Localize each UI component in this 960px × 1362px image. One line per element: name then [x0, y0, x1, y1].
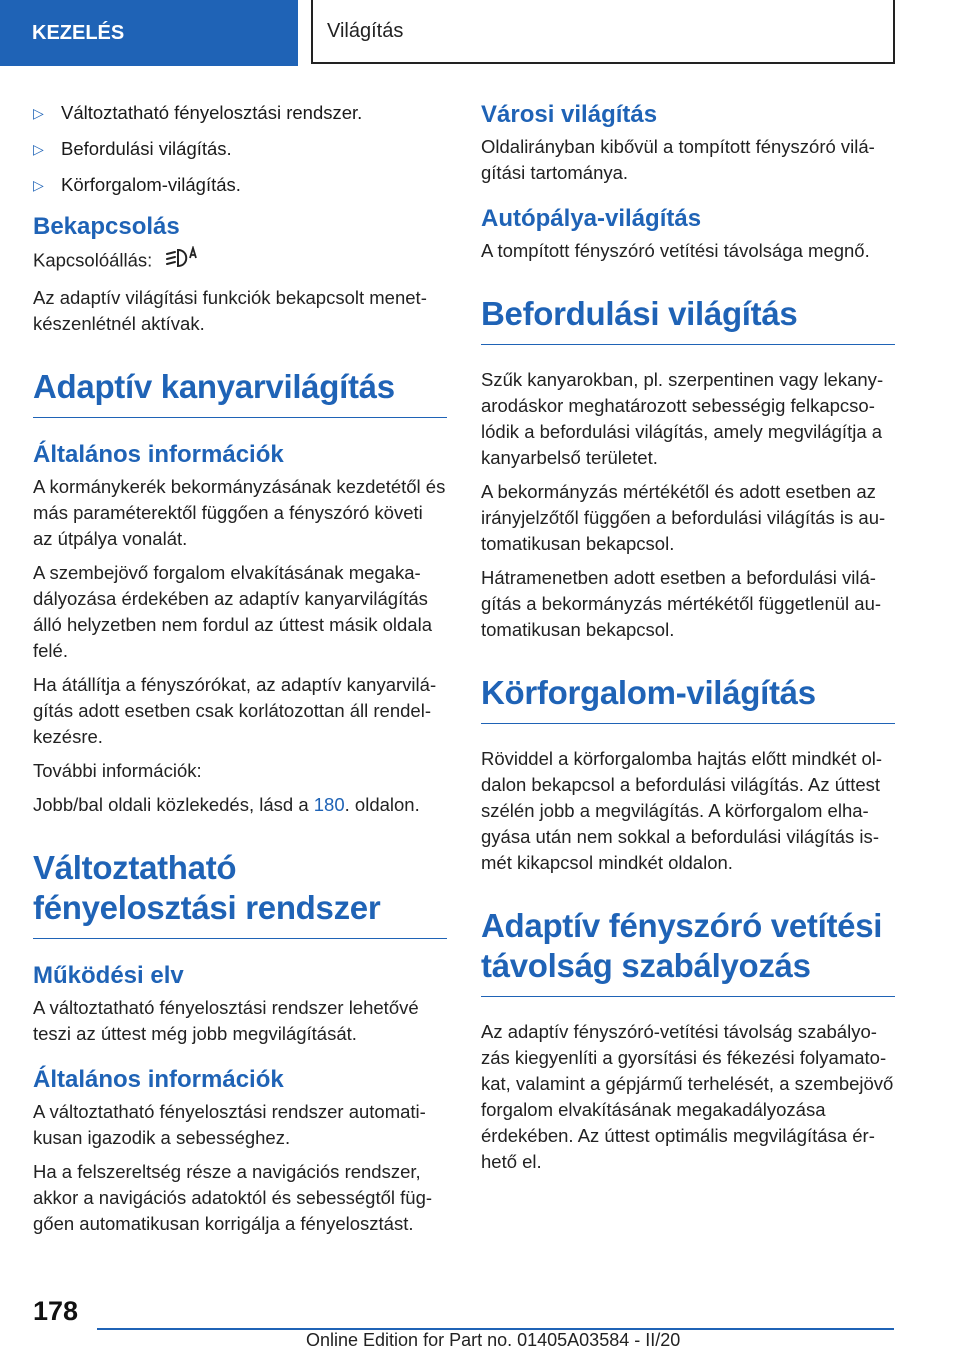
footer-edition-text: Online Edition for Part no. 01405A03584 - II/20 [306, 1330, 681, 1350]
bekapcsolas-heading: Bekapcsolás [33, 213, 180, 240]
tavolsag-szabalyozas-heading: Adaptív fényszóró vetítési távolság szabályozás [481, 906, 895, 997]
autopalya-vilagitas-heading: Autópálya-világítás [481, 205, 702, 232]
more-info-label: További információk: [33, 760, 202, 781]
triangle-right-icon: ▷ [33, 105, 44, 121]
auto-light-switch-icon [165, 246, 199, 277]
adaptiv-kanyarvilagitas-heading: Adaptív kanyarvilágítás [33, 367, 447, 418]
adaptiv-paragraph-2: A szembejövő forgalom elvakításának megakadályozása érdekében az adaptív kanyarvilágítás álló helyzetben nem fordul az úttest másik oldala felé. [33, 562, 432, 661]
befordulasi-paragraph-2: A bekormányzás mértékétől és adott esetben az irányjelzőtől függően a befordulási világítás is automatikusan bekapcsol. [481, 481, 886, 554]
valtoztathato-heading: Változtatható fényelosztási rendszer [33, 848, 447, 939]
tavolsag-szabalyozas-text: Az adaptív fényszóró-vetítési távolság szabályozás kiegyenlíti a gyorsítási és fékezési folyamatokat, valamint a gépjármű terhelését, a szembejövő forgalom elvakításának megakadályozása érdekében. Az úttest optimális megvilágítása érhető el. [481, 1021, 894, 1172]
page-number: 178 [33, 1296, 79, 1326]
switch-position-label: Kapcsolóállás: [33, 249, 153, 271]
befordulasi-paragraph-1: Szűk kanyarokban, pl. szerpentinen vagy lekanyarodáskor meghatározott sebességig felkapcsolódik a befordulási világítás, amely megvilágítja a kanyarbelső területet. [481, 369, 884, 468]
header-section-label: KEZELÉS [32, 21, 125, 44]
korforgalom-vilagitas-heading: Körforgalom-világítás [481, 673, 895, 724]
page-reference: Jobb/bal oldali közlekedés, lásd a 180. oldalon. [33, 794, 420, 815]
left-column [33, 100, 447, 1245]
mukodesi-elv-heading: Működési elv [33, 962, 184, 989]
header-section-tab [0, 0, 298, 66]
header-topic-box [311, 0, 895, 64]
triangle-right-icon: ▷ [33, 141, 44, 157]
valtoztathato-general-info-heading: Általános információk [33, 1066, 284, 1093]
list-item: ▷ Körforgalom-világítás. [33, 172, 447, 198]
korforgalom-text: Röviddel a körforgalomba hajtás előtt mindkét oldalon bekapcsol a befordulási világítás. Az úttest szélén jobb a megvilágítás. A körforgalom elhagyása után nem sokkal a befordulási világítás ismét kikapcsol mindkét oldalon. [481, 748, 883, 873]
list-item: ▷ Befordulási világítás. [33, 136, 447, 162]
varosi-vilagitas-heading: Városi világítás [481, 101, 658, 128]
right-column [481, 100, 895, 1183]
valtoztathato-paragraph-2: Ha a felszereltség része a navigációs rendszer, akkor a navigációs adatoktól és sebességtől függően automatikusan korrigálja a fényelosztást. [33, 1161, 433, 1234]
autopalya-vilagitas-text: A tompított fényszóró vetítési távolsága megnő. [481, 240, 870, 261]
varosi-vilagitas-text: Oldalirányban kibővül a tompított fényszóró világítási tartománya. [481, 136, 875, 183]
befordulasi-vilagitas-heading: Befordulási világítás [481, 294, 895, 345]
list-item: ▷ Változtatható fényelosztási rendszer. [33, 100, 447, 126]
triangle-right-icon: ▷ [33, 177, 44, 193]
bekapcsolas-text: Az adaptív világítási funkciók bekapcsolt menetkészenlétnél aktívak. [33, 287, 427, 334]
mukodesi-elv-text: A változtatható fényelosztási rendszer lehetővé teszi az úttest még jobb megvilágítását. [33, 997, 419, 1044]
valtoztathato-paragraph-1: A változtatható fényelosztási rendszer automatikusan igazodik a sebességhez. [33, 1101, 426, 1148]
adaptiv-paragraph-3: Ha átállítja a fényszórókat, az adaptív kanyarvilágítás adott esetben csak korlátozottan áll rendelkezésre. [33, 674, 437, 747]
adaptiv-paragraph-1: A kormánykerék bekormányzásának kezdetétől és más paraméterektől függően a fényszóró követi az útpálya vonalát. [33, 476, 446, 549]
befordulasi-paragraph-3: Hátramenetben adott esetben a befordulási világítás a bekormányzás mértékétől függetlenül automatikusan bekapcsol. [481, 567, 882, 640]
feature-list [33, 100, 447, 198]
switch-position-line [33, 246, 447, 277]
adaptiv-general-info-heading: Általános információk [33, 441, 284, 468]
header-topic-label: Világítás [327, 19, 404, 42]
page-reference-link[interactable]: 180 [313, 794, 345, 815]
